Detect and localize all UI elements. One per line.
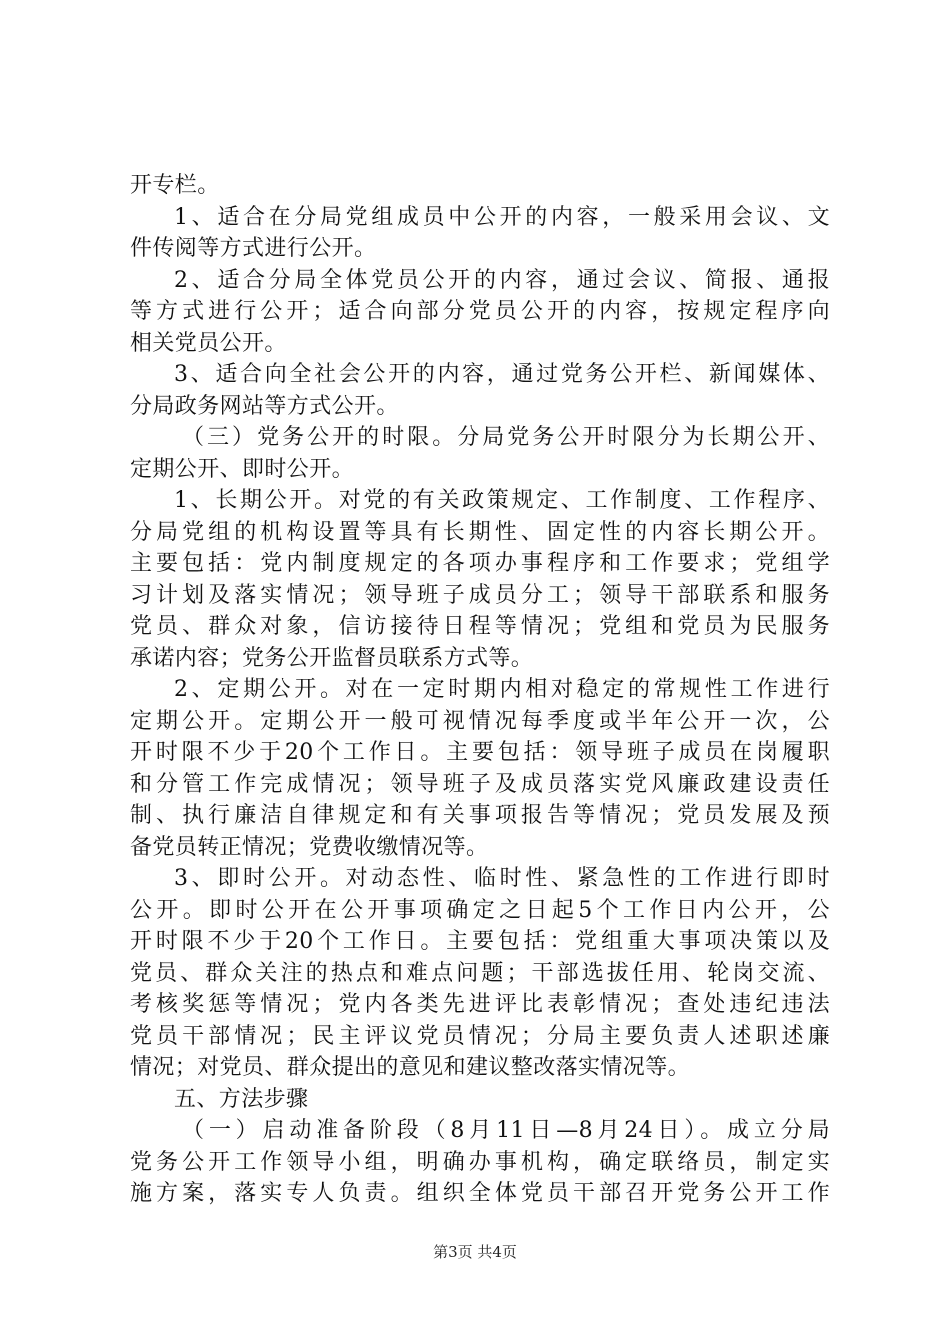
section-heading: （一）启动准备阶段（8月11日—8月24日）。成立分局 [182, 1118, 830, 1143]
text-line: 1、适合在分局党组成员中公开的内容，一般采用会议、文 [174, 204, 830, 230]
text-line: 党员干部情况；民主评议党员情况；分局主要负责人述职述廉 [130, 1023, 830, 1049]
text-line: 定期公开、即时公开。 [130, 456, 355, 482]
text-line: 考核奖惩等情况；党内各类先进评比表彰情况；查处违纪违法 [130, 992, 830, 1017]
text-line: 承诺内容；党务公开监督员联系方式等。 [130, 645, 534, 671]
text-line: 1、长期公开。对党的有关政策规定、工作制度、工作程序、 [174, 488, 830, 513]
text-line: 相关党员公开。 [130, 330, 287, 356]
text-line: 习计划及落实情况；领导班子成员分工；领导干部联系和服务 [130, 582, 830, 608]
text-line: 分局政务网站等方式公开。 [130, 393, 399, 419]
section-heading: （三）党务公开的时限。分局党务公开时限分为长期公开、 [182, 425, 830, 450]
page-number: 第3页 共4页 [433, 1243, 517, 1261]
text-line: 施方案，落实专人负责。组织全体党员干部召开党务公开工作 [130, 1181, 830, 1206]
text-line: 3、适合向全社会公开的内容，通过党务公开栏、新闻媒体、 [174, 362, 830, 387]
text-line: 党员、群众对象，信访接待日程等情况；党组和党员为民服务 [130, 614, 830, 639]
text-line: 和分管工作完成情况；领导班子及成员落实党风廉政建设责任 [130, 771, 830, 797]
text-line: 制、执行廉洁自律规定和有关事项报告等情况；党员发展及预 [130, 803, 830, 828]
section-heading: 五、方法步骤 [174, 1086, 309, 1112]
document-body [130, 170, 830, 1210]
text-line: 党员、群众关注的热点和难点问题；干部选拔任用、轮岗交流、 [130, 960, 830, 986]
text-line: 主要包括：党内制度规定的各项办事程序和工作要求；党组学 [130, 551, 830, 576]
text-line: 公开。即时公开在公开事项确定之日起5个工作日内公开，公 [130, 897, 830, 923]
text-line: 3、即时公开。对动态性、临时性、紧急性的工作进行即时 [174, 866, 830, 891]
text-line: 2、适合分局全体党员公开的内容，通过会议、简报、通报 [174, 267, 830, 293]
text-line: 情况；对党员、群众提出的意见和建议整改落实情况等。 [130, 1055, 691, 1080]
text-line: 分局党组的机构设置等具有长期性、固定性的内容长期公开。 [130, 519, 830, 545]
text-line: 党务公开工作领导小组，明确办事机构，确定联络员，制定实 [130, 1149, 830, 1175]
text-line: 开专栏。 [130, 173, 220, 198]
text-line: 定期公开。定期公开一般可视情况每季度或半年公开一次，公 [130, 708, 830, 734]
text-line: 件传阅等方式进行公开。 [130, 236, 377, 261]
text-line: 开时限不少于20个工作日。主要包括：领导班子成员在岗履职 [130, 740, 830, 765]
text-line: 等方式进行公开；适合向部分党员公开的内容，按规定程序向 [130, 299, 830, 324]
text-line: 2、定期公开。对在一定时期内相对稳定的常规性工作进行 [174, 677, 830, 702]
text-line: 备党员转正情况；党费收缴情况等。 [130, 834, 489, 860]
text-line: 开时限不少于20个工作日。主要包括：党组重大事项决策以及 [130, 929, 830, 954]
